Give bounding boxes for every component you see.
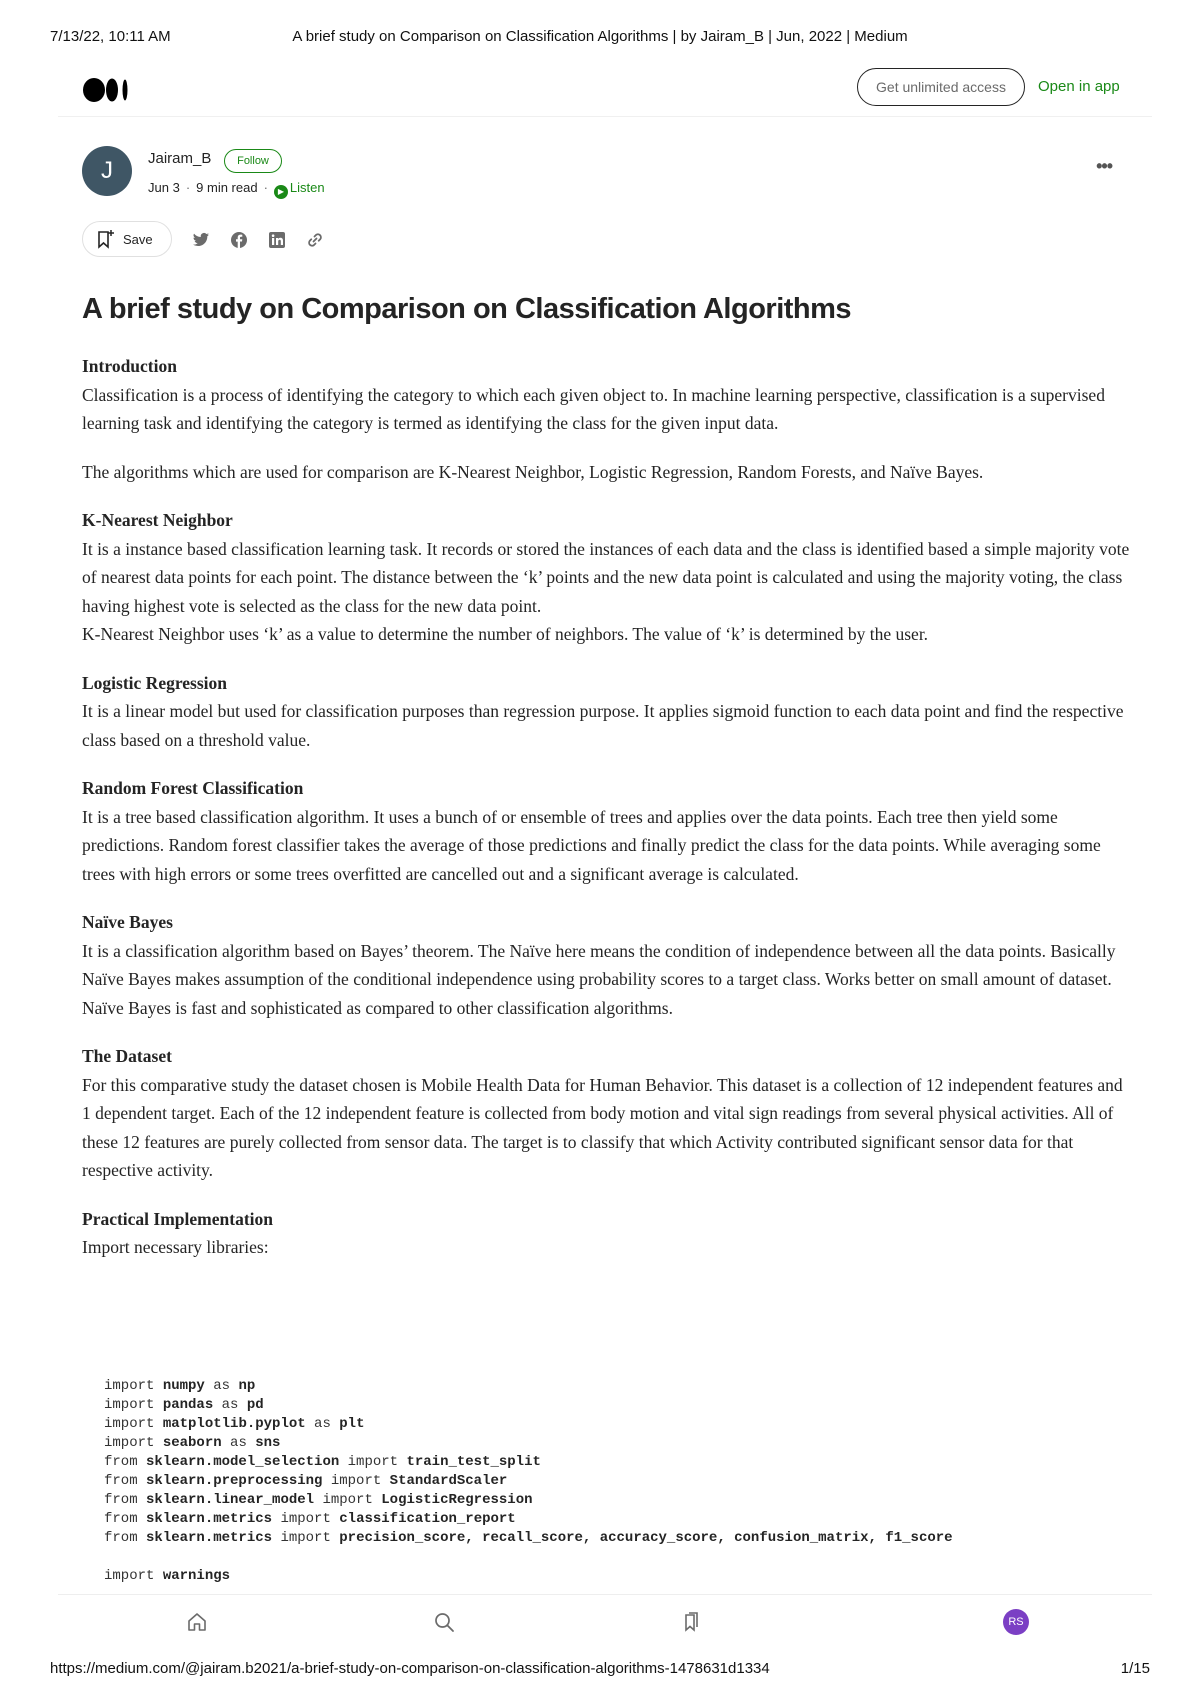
action-row — [82, 221, 482, 261]
code-token: matplotlib.pyplot — [162, 1416, 306, 1432]
article-title: A brief study on Comparison on Classification Algorithms — [82, 293, 852, 325]
code-token: pd — [246, 1397, 264, 1413]
code-token: sklearn.metrics — [146, 1511, 273, 1527]
code-line — [104, 1491, 953, 1510]
section-heading: Logistic Regression — [82, 672, 228, 693]
profile-avatar[interactable] — [1003, 1609, 1029, 1635]
follow-button[interactable]: Follow — [224, 149, 282, 173]
section-introduction — [82, 352, 1132, 438]
section-heading: Naïve Bayes — [82, 912, 173, 932]
paragraph: Classification is a process of identifying the category to which each given object to. In machine learning perspective, classification is a supervised learning task and identifying the category is termed as identifying the class for the given input data. — [82, 384, 1105, 433]
code-keyword: import — [272, 1530, 340, 1546]
section-heading: Practical Implementation — [82, 1208, 273, 1229]
code-keyword: from — [104, 1473, 138, 1489]
code-keyword: from — [104, 1492, 138, 1508]
more-options-icon[interactable]: ••• — [1096, 156, 1112, 176]
code-token: sklearn.linear_model — [146, 1492, 315, 1508]
paragraph: K-Nearest Neighbor uses ‘k’ as a value to determine the number of neighbors. The value of ‘k’ is determined by the user. — [82, 624, 929, 644]
code-line — [104, 1415, 953, 1434]
code-token: pandas — [162, 1397, 214, 1413]
paragraph: The algorithms which are used for comparison are K-Nearest Neighbor, Logistic Regression, Random Forests, and Naïve Bayes. — [82, 461, 984, 482]
code-line — [104, 1529, 953, 1548]
paragraph: It is a instance based classification learning task. It records or stored the instances of each data and the class is identified based a simple majority vote of nearest data points for each point. The distance between the ‘k’ points and the new data point is calculated and using the majority voting, the class having highest vote is selected as the class for the new data point. — [82, 538, 1130, 616]
code-keyword: import — [314, 1492, 382, 1508]
section-naive-bayes — [82, 908, 1132, 1022]
listen-label: Listen — [289, 180, 325, 195]
author-avatar[interactable]: J — [82, 146, 132, 196]
open-in-app-link[interactable]: Open in app — [1038, 78, 1120, 95]
bookmarks-icon[interactable] — [678, 1609, 704, 1635]
code-keyword: import — [104, 1435, 155, 1451]
print-page-title: A brief study on Comparison on Classification Algorithms | by Jairam_B | Jun, 2022 | Medium — [292, 28, 908, 45]
paragraph: It is a classification algorithm based on Bayes’ theorem. The Naïve here means the condition of independence between all the data points. Basically Naïve Bayes makes assumption of the conditional independence using probability scores to a target class. Works better on small amount of dataset. — [82, 940, 1116, 989]
code-token: numpy — [162, 1378, 205, 1394]
print-url: https://medium.com/@jairam.b2021/a-brief-study-on-comparison-on-classification-algorithms-1478631d1334 — [50, 1660, 770, 1677]
code-keyword: import — [104, 1568, 155, 1584]
listen-button[interactable] — [274, 180, 325, 195]
paragraph: Naïve Bayes is fast and sophisticated as compared to other classification algorithms. — [82, 997, 673, 1018]
code-token — [138, 1492, 146, 1508]
code-token — [154, 1435, 162, 1451]
section-random-forest — [82, 774, 1132, 888]
code-token: sklearn.preprocessing — [146, 1473, 323, 1489]
code-token: precision_score, recall_score, accuracy_score, confusion_matrix, f1_score — [339, 1530, 953, 1546]
code-line — [104, 1453, 953, 1472]
code-line — [104, 1472, 953, 1491]
code-token: sklearn.model_selection — [146, 1454, 340, 1470]
section-knn — [82, 506, 1132, 649]
code-keyword: as — [204, 1378, 239, 1394]
print-header — [50, 28, 1150, 48]
code-token: sklearn.metrics — [146, 1530, 273, 1546]
author-name[interactable]: Jairam_B — [148, 150, 212, 167]
code-token: classification_report — [339, 1511, 516, 1527]
home-icon[interactable] — [184, 1609, 210, 1635]
section-heading: The Dataset — [82, 1046, 172, 1066]
code-token: plt — [339, 1416, 365, 1432]
code-line — [104, 1510, 953, 1529]
code-token: sns — [255, 1435, 281, 1451]
top-bar — [58, 64, 1152, 117]
code-token — [138, 1511, 146, 1527]
code-keyword: as — [213, 1397, 247, 1413]
paragraph: For this comparative study the dataset chosen is Mobile Health Data for Human Behavior. This dataset is a collection of 12 independent features and 1 dependent target. Each of the 12 independent feature is collected from body motion and vital sign readings from several physical activities. All of these 12 features are purely collected from sensor data. The target is to classify that which Activity contributed significant sensor data for that respective activity. — [82, 1074, 1123, 1180]
linkedin-icon[interactable] — [268, 231, 286, 249]
play-icon: ▶ — [274, 185, 288, 199]
code-token: LogisticRegression — [381, 1492, 533, 1508]
section-logistic-regression — [82, 669, 1132, 755]
search-icon[interactable] — [431, 1609, 457, 1635]
code-token — [154, 1397, 162, 1413]
code-keyword: import — [104, 1378, 155, 1394]
link-icon[interactable] — [306, 231, 324, 249]
read-time: 9 min read — [196, 180, 258, 195]
get-unlimited-access-button[interactable]: Get unlimited access — [857, 68, 1025, 106]
save-button[interactable] — [82, 221, 172, 257]
code-token — [138, 1530, 146, 1546]
code-keyword: from — [104, 1530, 138, 1546]
code-keyword: import — [104, 1397, 155, 1413]
profile-avatar-initials: RS — [1003, 1609, 1029, 1635]
post-date: Jun 3 — [148, 180, 180, 195]
facebook-icon[interactable] — [230, 231, 248, 249]
code-keyword: import — [339, 1454, 407, 1470]
section-heading: Introduction — [82, 356, 177, 376]
code-token: np — [238, 1378, 256, 1394]
paragraph: It is a linear model but used for classification purposes than regression purpose. It applies sigmoid function to each data point and find the respective class based on a threshold value. — [82, 701, 1124, 750]
code-token: seaborn — [162, 1435, 222, 1451]
code-token — [138, 1473, 146, 1489]
code-token — [138, 1454, 146, 1470]
code-block — [104, 1377, 953, 1586]
section-heading: Random Forest Classification — [82, 778, 304, 798]
code-line — [104, 1396, 953, 1415]
section-heading: K-Nearest Neighbor — [82, 510, 233, 530]
code-token — [154, 1568, 162, 1584]
code-token — [154, 1416, 162, 1432]
code-keyword: import — [322, 1473, 390, 1489]
code-keyword: import — [104, 1416, 155, 1432]
code-line — [104, 1434, 953, 1453]
code-keyword: as — [305, 1416, 340, 1432]
code-keyword: import — [272, 1511, 340, 1527]
print-footer — [50, 1660, 1150, 1680]
print-datetime: 7/13/22, 10:11 AM — [50, 28, 171, 45]
article-body — [82, 352, 1132, 1282]
paragraph: It is a tree based classification algorithm. It uses a bunch of or ensemble of trees and applies over the data points. Each tree then yield some predictions. Random forest classifier takes the average of those predictions and finally predict the class for the data points. While averaging some trees with high errors or some trees overfitted are cancelled out and a significant average is calculated. — [82, 806, 1101, 884]
code-token: StandardScaler — [389, 1473, 508, 1489]
save-label: Save — [123, 231, 153, 247]
medium-logo-icon[interactable] — [83, 77, 131, 103]
code-token: train_test_split — [406, 1454, 541, 1470]
code-line — [104, 1567, 953, 1586]
post-meta: Jun 3 · 9 min read · ▶ Listen — [148, 180, 325, 199]
code-keyword: as — [221, 1435, 256, 1451]
twitter-icon[interactable] — [192, 231, 210, 249]
code-token: warnings — [162, 1568, 231, 1584]
author-row — [82, 146, 1122, 198]
code-line — [104, 1377, 953, 1396]
print-page-number: 1/15 — [1120, 1660, 1150, 1677]
paragraph: Import necessary libraries: — [82, 1237, 269, 1257]
code-keyword: from — [104, 1511, 138, 1527]
bookmark-add-icon — [97, 229, 115, 249]
code-line — [104, 1548, 953, 1567]
code-token — [154, 1378, 162, 1394]
code-keyword: from — [104, 1454, 138, 1470]
bottom-nav — [58, 1594, 1152, 1653]
